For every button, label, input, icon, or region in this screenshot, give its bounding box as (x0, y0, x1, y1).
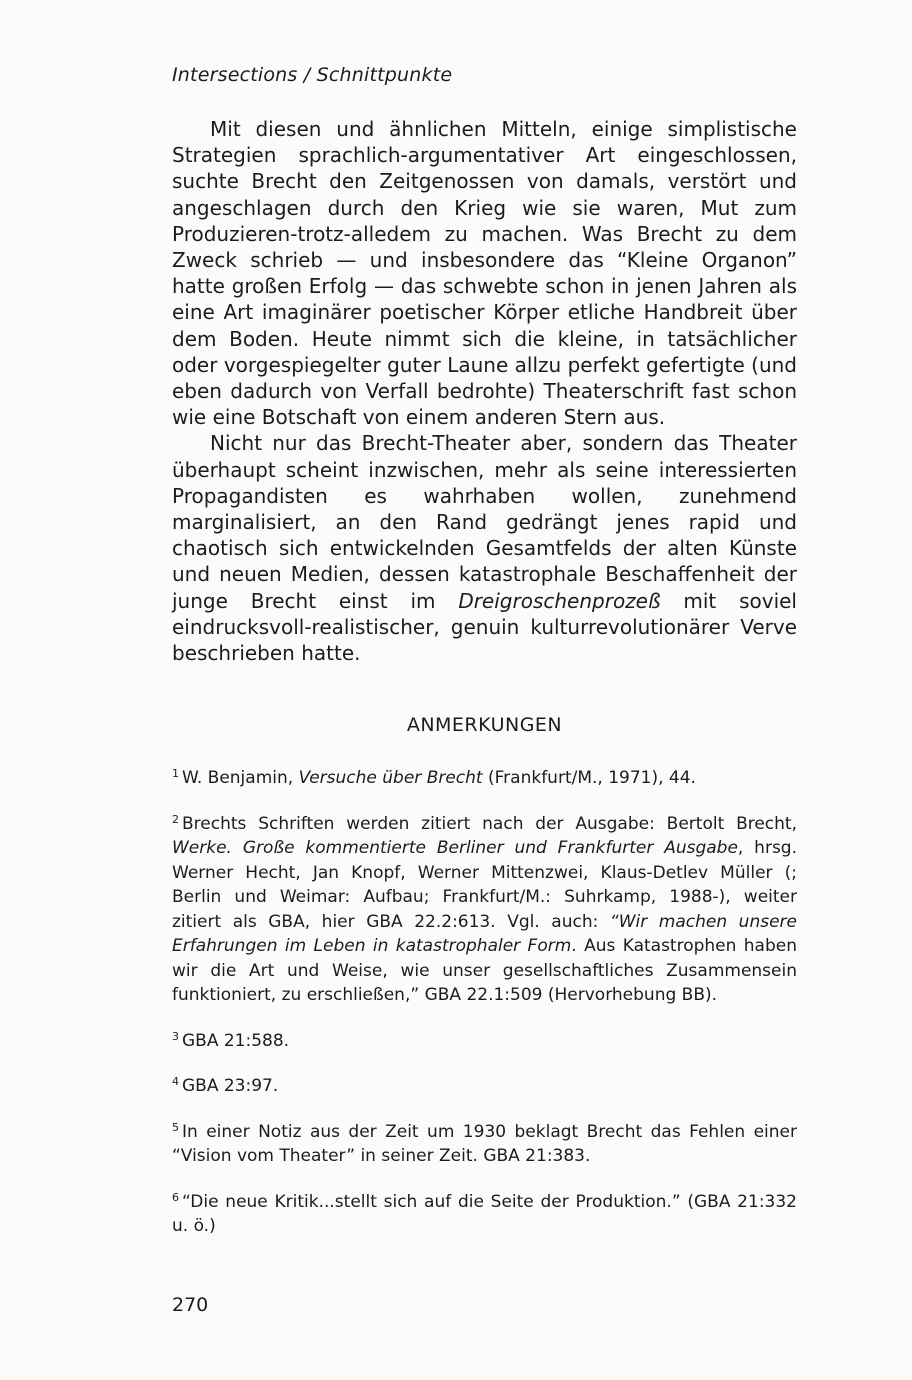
page-number: 270 (172, 1294, 209, 1316)
note-text: “Die neue Kritik...stellt sich auf die Seite der Produktion.” (GBA 21:332 u. ö.) (172, 1191, 797, 1236)
note-text: GBA 21:588. (182, 1030, 290, 1051)
note-2 (172, 808, 797, 1008)
note-3 (172, 1025, 797, 1054)
notes-heading: ANMERKUNGEN (406, 714, 563, 736)
note-italic-title: Versuche über Brecht (298, 768, 483, 788)
note-number: 2 (172, 812, 179, 826)
note-number: 4 (172, 1075, 179, 1088)
note-number: 5 (172, 1120, 179, 1134)
endnotes (172, 762, 797, 1256)
paragraph-2-text-start: Nicht nur das Brecht-Theater aber, sondern das Theater überhaupt scheint inzwischen, mehr als seine interessierten Propagandisten es wahrhaben wollen, zunehmend marginalisiert, an den Rand gedrängt jenes rapid und chaotisch sich entwickelnden Gesamtfelds der alten Künste und neuen Medien, dessen katastrophale Beschaffenheit der junge Brecht einst im (172, 431, 797, 613)
paragraph-2-text-end: mit soviel eindrucksvoll-realistischer, genuin kulturrevolutionärer Verve beschrieben hatte. (172, 588, 797, 666)
note-6 (172, 1186, 797, 1239)
note-italic-quote: “Wir machen unsere Erfahrungen im Leben in katastrophaler Form (172, 911, 797, 956)
note-text: , hrsg. Werner Hecht, Jan Knopf, Werner Mittenzwei, Klaus-Detlev Müller (; Berlin und Weimar: Aufbau; Frankfurt/M.: Suhrkamp, 1988-), weiter zitiert als GBA, hier GBA 22.2:613. Vgl. auch: (172, 838, 798, 932)
paragraph-1: Mit diesen und ähnlichen Mitteln, einige simplistische Strategien sprachlich-argumentativer Art eingeschlossen, suchte Brecht den Zeitgenossen von damals, verstört und angeschlagen durch den Krieg wie sie waren, Mut zum Produzieren-trotz-alledem zu machen. Was Brecht zu dem Zweck schrieb — und insbesondere das “Kleine Organon” hatte großen Erfolg — das schwebte schon in jenen Jahren als eine Art imaginärer poetischer Körper etliche Handbreit über dem Boden. Heute nimmt sich die kleine, in tatsächlicher oder vorgespiegelter guter Laune allzu perfekt gefertigte (und eben dadurch von Verfall bedrohte) Theaterschrift fast schon wie eine Botschaft von einem anderen Stern aus. (172, 117, 797, 430)
note-text: GBA 23:97. (182, 1076, 279, 1096)
note-4 (172, 1070, 797, 1099)
note-1 (172, 762, 797, 791)
main-text (172, 116, 797, 666)
note-number: 6 (172, 1190, 179, 1204)
note-5 (172, 1116, 797, 1169)
paragraph-2 (172, 430, 797, 666)
running-head: Intersections / Schnittpunkte (172, 64, 453, 86)
note-text: Brechts Schriften werden zitiert nach der Ausgabe: Bertolt Brecht, (182, 813, 797, 834)
note-number: 3 (172, 1029, 179, 1043)
work-title-dreigroschenprozess: Dreigroschenprozeß (458, 588, 661, 613)
note-italic-title: Werke. Große kommentierte Berliner und Frankfurter Ausgabe (172, 838, 738, 858)
note-text: W. Benjamin, (182, 768, 299, 788)
note-text: . Aus Katastrophen haben wir die Art und Weise, wie unser gesellschaftliches Zusammensein funktioniert, zu erschließen,” GBA 22.1:509 (Hervorhebung BB). (172, 936, 798, 1005)
note-text: In einer Notiz aus der Zeit um 1930 beklagt Brecht das Fehlen einer “Vision vom Theater” in seiner Zeit. GBA 21:383. (172, 1121, 797, 1166)
note-number: 1 (172, 767, 179, 780)
note-text: (Frankfurt/M., 1971), 44. (482, 768, 696, 788)
